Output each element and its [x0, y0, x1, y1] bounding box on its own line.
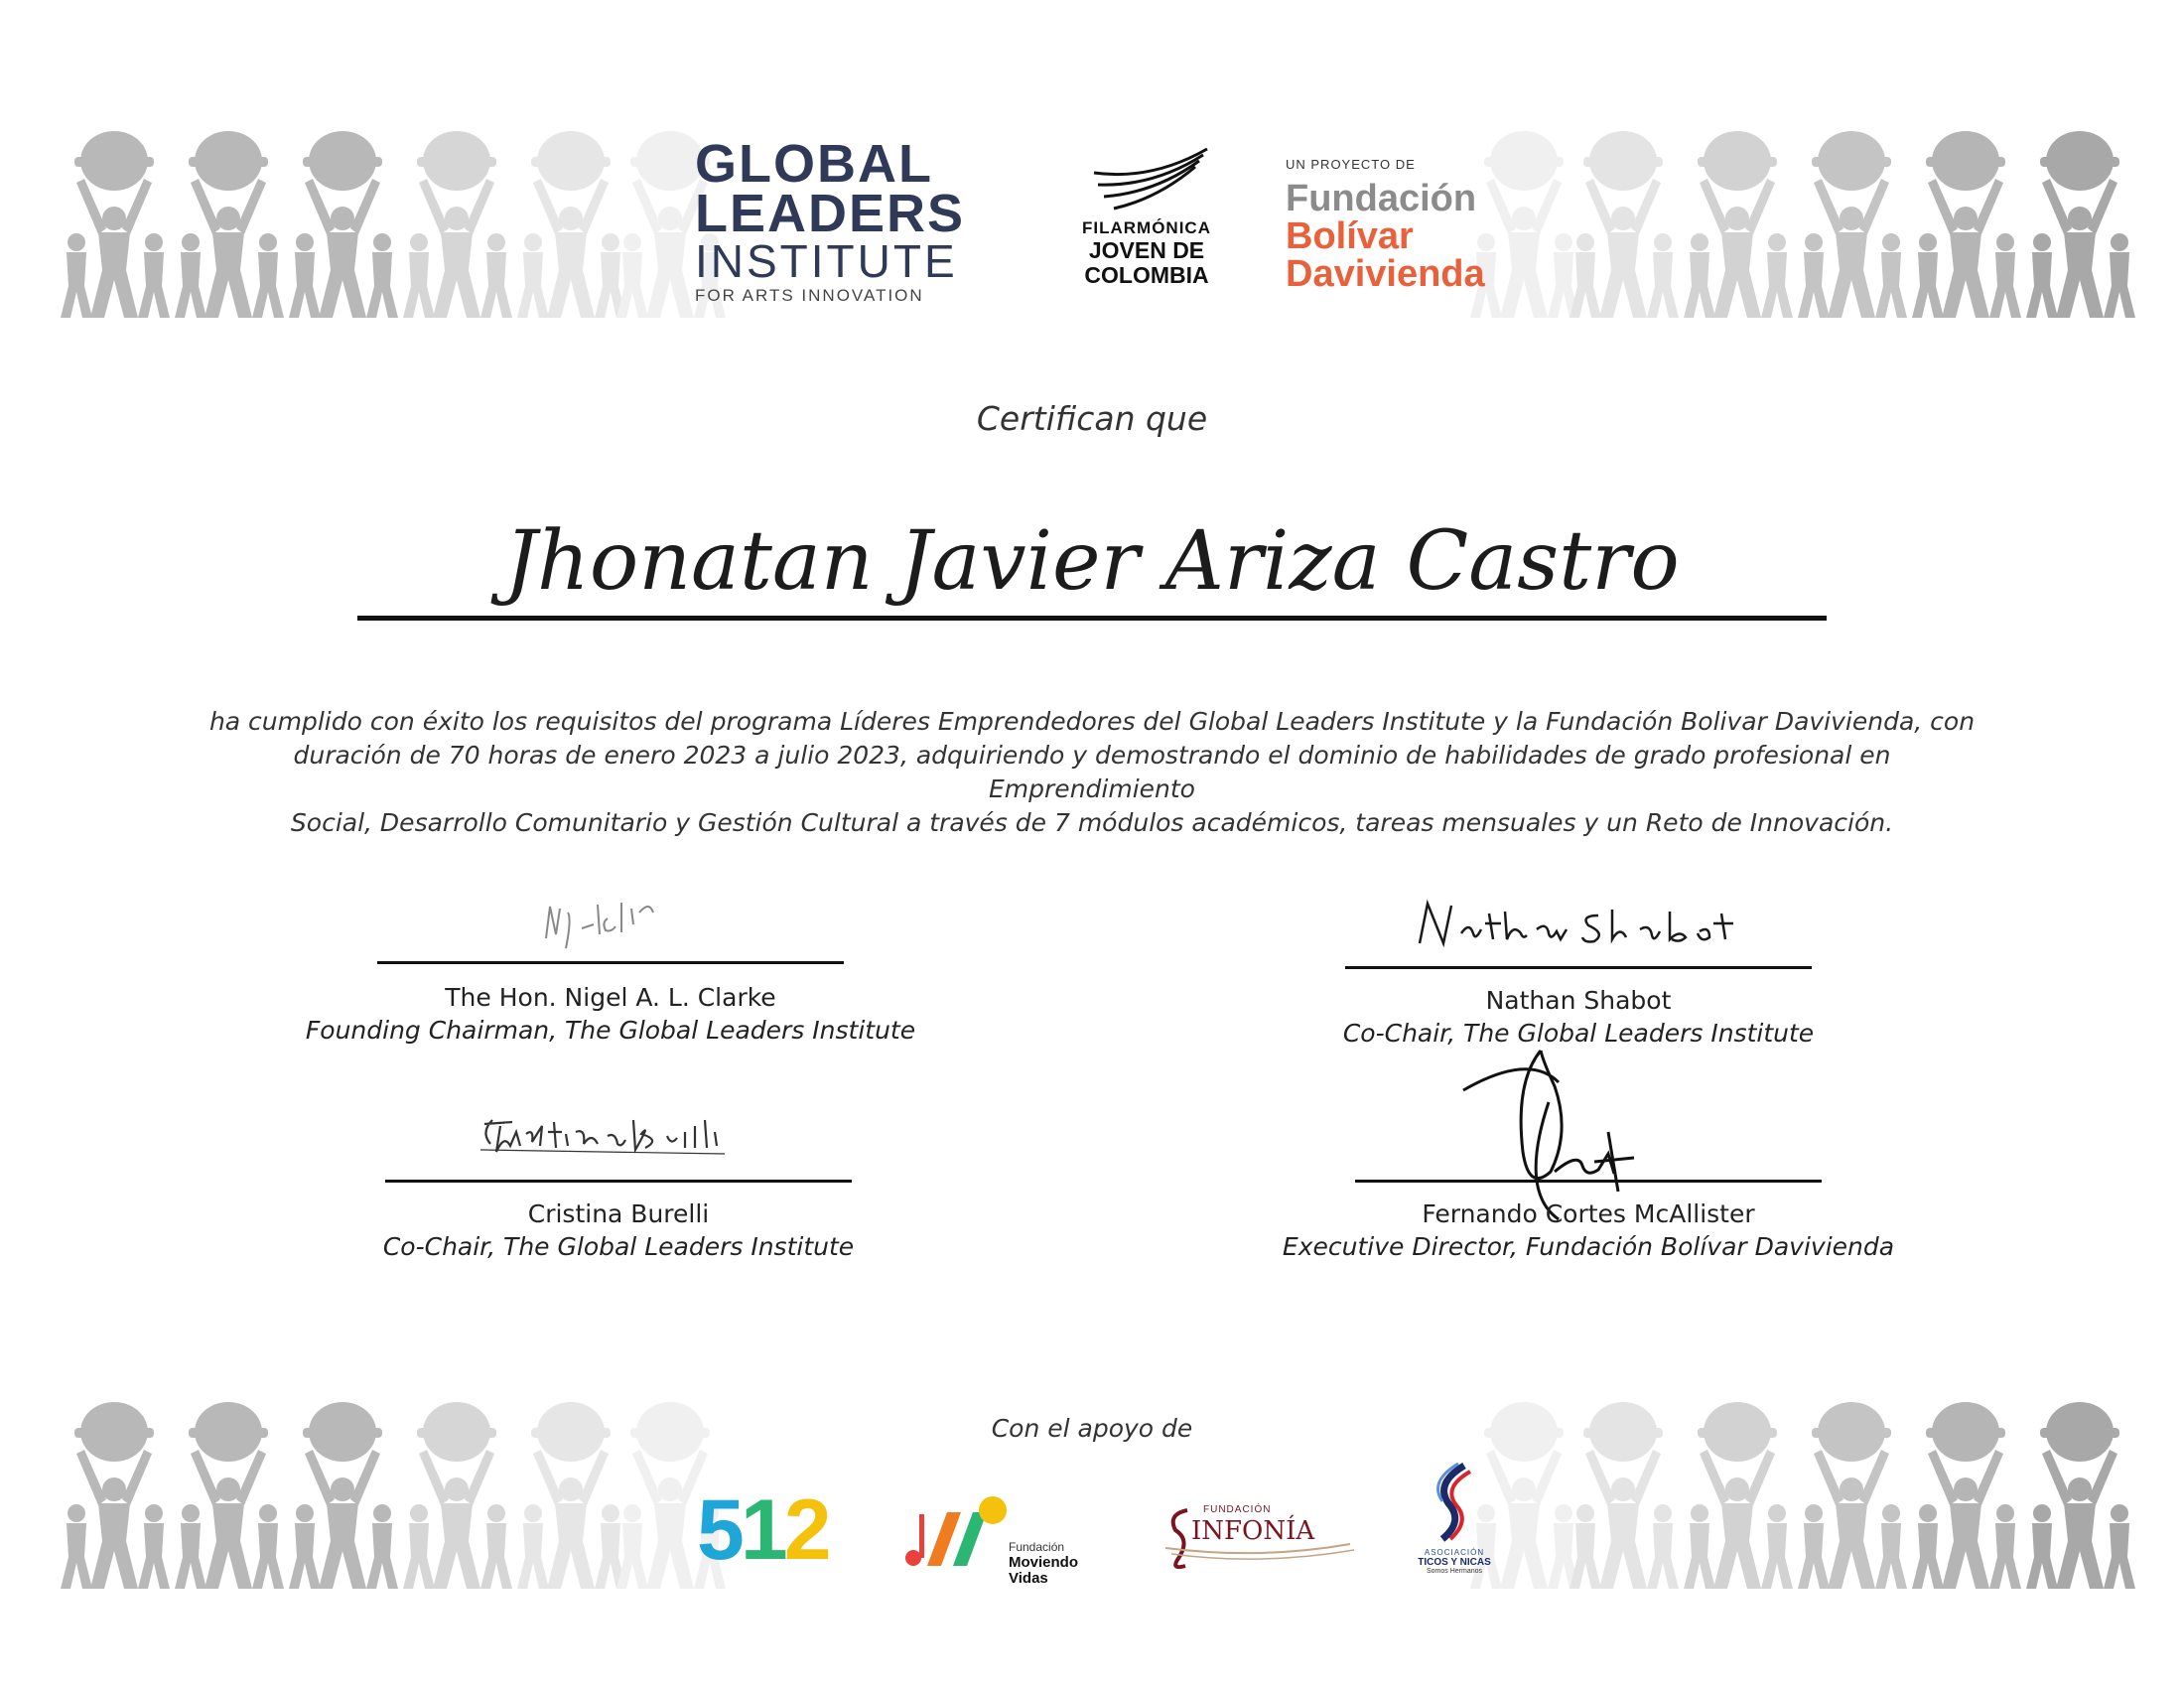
logo-512-digit2: 1: [740, 1482, 784, 1578]
filarmonica-line1: FILARMÓNICA: [1082, 218, 1211, 237]
certificate-body: [199, 705, 1985, 840]
signature-nathan-shabot: [1410, 894, 1767, 953]
global-leaders-institute-logo: [695, 134, 966, 306]
filarmonica-joven-logo: [1072, 139, 1221, 288]
signature-line-nigel: [377, 961, 844, 964]
signatory-name-nigel: The Hon. Nigel A. L. Clarke: [445, 983, 776, 1012]
logo-asociacion-ticos-y-nicas: [1410, 1460, 1499, 1575]
certificate-body-line3: Social, Desarrollo Comunitario y Gestión Cultural a través de 7 módulos académicos, tareas mensuales y un Reto de Innovación.: [290, 808, 1894, 837]
signatory-name-fernando: Fernando Cortes McAllister: [1422, 1199, 1755, 1228]
ticos-line2: TICOS Y NICAS: [1418, 1557, 1491, 1568]
signature-line-cristina: [385, 1180, 852, 1183]
moviendo-vidas-name2: Vidas: [1009, 1570, 1048, 1587]
gli-logo-line3: INSTITUTE: [695, 235, 958, 287]
signatory-role-cristina: Co-Chair, The Global Leaders Institute: [382, 1232, 855, 1261]
certificate-body-line2: duración de 70 horas de enero 2023 a julio 2023, adquiriendo y demostrando el dominio de habilidades de grado profesional en Emprendimiento: [293, 741, 1891, 803]
signature-cristina-burelli: [477, 1102, 745, 1162]
signatory-name-cristina: Cristina Burelli: [527, 1199, 710, 1228]
logo-512: [697, 1482, 828, 1578]
signature-nigel-clarke: [536, 879, 705, 958]
moviendo-vidas-mark-icon: [901, 1494, 1011, 1574]
gli-logo-line1: GLOBAL: [695, 134, 933, 194]
fundacion-line2: Bolívar: [1286, 215, 1414, 257]
filarmonica-line2: JOVEN DE: [1088, 237, 1205, 263]
signatory-role-nigel: Founding Chairman, The Global Leaders Institute: [305, 1016, 916, 1045]
support-label: Con el apoyo de: [991, 1414, 1193, 1443]
signatory-role-nathan: Co-Chair, The Global Leaders Institute: [1342, 1019, 1815, 1048]
moviendo-vidas-pre: Fundación: [1009, 1540, 1065, 1554]
ticos-line3: Somos Hermanos: [1426, 1568, 1483, 1575]
signature-line-nathan: [1345, 966, 1812, 969]
logo-512-digit1: 5: [697, 1482, 741, 1578]
ticos-nicas-emblem-icon: [1425, 1460, 1484, 1543]
recipient-name: Jhonatan Javier Ariza Castro: [504, 514, 1680, 609]
logo-512-digit3: 2: [783, 1482, 828, 1578]
sinfonia-name: INFONÍA: [1191, 1516, 1315, 1546]
signatory-role-fernando: Executive Director, Fundación Bolívar Davivienda: [1282, 1232, 1895, 1261]
fundacion-bolivar-davivienda-logo: [1286, 157, 1544, 293]
signatory-name-nathan: Nathan Shabot: [1485, 986, 1672, 1015]
recipient-underline: [357, 616, 1827, 621]
signature-line-fernando: [1355, 1180, 1822, 1183]
ticos-line1: ASOCIACIÓN: [1424, 1548, 1485, 1557]
fundacion-pretitle: UN PROYECTO DE: [1286, 157, 1416, 172]
filarmonica-line3: COLOMBIA: [1084, 262, 1209, 288]
decorative-orchestra-band-top-right: [1464, 121, 2139, 320]
moviendo-vidas-text: [1009, 1540, 1128, 1587]
fundacion-line1: Fundación: [1286, 178, 1477, 219]
certificate-body-line1: ha cumplido con éxito los requisitos del programa Líderes Emprendedores del Global Leaders Institute y la Fundación Bolivar Davivienda, con: [208, 707, 1976, 736]
filarmonica-swoosh-icon: [1092, 145, 1211, 214]
sinfonia-pre: FUNDACIÓN: [1203, 1504, 1272, 1515]
gli-logo-line2: LEADERS: [695, 184, 966, 243]
moviendo-vidas-name1: Moviendo: [1009, 1554, 1078, 1571]
certificate-intro: Certifican que: [976, 399, 1208, 438]
decorative-orchestra-band-top-left: [55, 121, 730, 320]
fundacion-line3: Davivienda: [1286, 253, 1485, 295]
logo-fundacion-moviendo-vidas: [901, 1494, 1078, 1587]
gli-logo-line4: FOR ARTS INNOVATION: [695, 286, 924, 305]
